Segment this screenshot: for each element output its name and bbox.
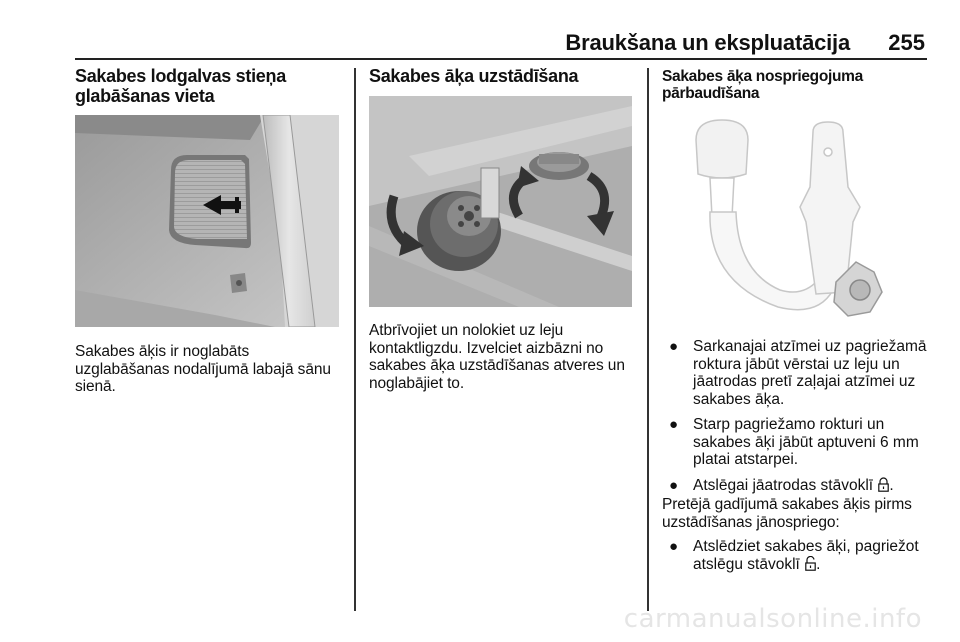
list-item	[662, 338, 930, 408]
page-number: 255	[888, 30, 925, 55]
paragraph-otherwise: Pretējā gadījumā sakabes āķis pirms uzstādīšanas jānospriego:	[662, 496, 912, 531]
bullet-text: Sarkanajai atzīmei uz pagriežamā roktura jābūt vērstai uz leju un jāatrodas pretī zaļajai atzīmei uz sakabes āķa.	[693, 338, 927, 408]
bullet-suffix: .	[816, 555, 821, 573]
bullet-text: Starp pagriežamo rokturi un sakabes āķi jābūt aptuveni 6 mm platai atstarpei.	[693, 416, 919, 468]
running-header-title: Braukšana un ekspluatācija	[565, 30, 850, 55]
list-item	[662, 477, 930, 497]
lock-closed-icon	[878, 477, 889, 497]
section-heading-installation: Sakabes āķa uzstādīšana	[369, 66, 579, 86]
figure-trunk-storage	[75, 115, 339, 327]
section-heading-storage: Sakabes lodgalvas stieņa glabāšanas vieta	[75, 66, 286, 106]
list-item	[662, 538, 930, 575]
watermark: carmanualsonline.info	[623, 604, 922, 634]
figure-tow-ball-bar	[688, 112, 926, 326]
lock-open-icon	[805, 556, 816, 576]
bullet-dot: ●	[669, 538, 679, 555]
bullet-list-checks	[662, 338, 930, 504]
column-divider-2	[647, 68, 649, 611]
bullet-text: Atslēdziet sakabes āķi, pagriežot atslēgu stāvoklī	[693, 538, 919, 573]
bullet-dot: ●	[669, 476, 679, 494]
bullet-dot: ●	[669, 338, 679, 355]
bullet-text: Atslēgai jāatrodas stāvoklī	[693, 476, 874, 494]
bullet-list-tension	[662, 538, 930, 583]
column-divider-1	[354, 68, 356, 611]
paragraph-installation: Atbrīvojiet un nolokiet uz leju kontaktligzdu. Izvelciet aizbāzni no sakabes āķa uzstādīšanas atveres un noglabājiet to.	[369, 322, 625, 392]
bullet-dot: ●	[669, 416, 679, 433]
paragraph-storage: Sakabes āķis ir noglabāts uzglabāšanas nodalījumā labajā sānu sienā.	[75, 343, 331, 395]
figure-tow-bar-socket	[369, 96, 632, 307]
section-heading-tension-check: Sakabes āķa nospriegojuma pārbaudīšana	[662, 68, 863, 102]
list-item	[662, 416, 930, 469]
bullet-suffix: .	[889, 476, 894, 494]
header-rule	[75, 58, 927, 60]
